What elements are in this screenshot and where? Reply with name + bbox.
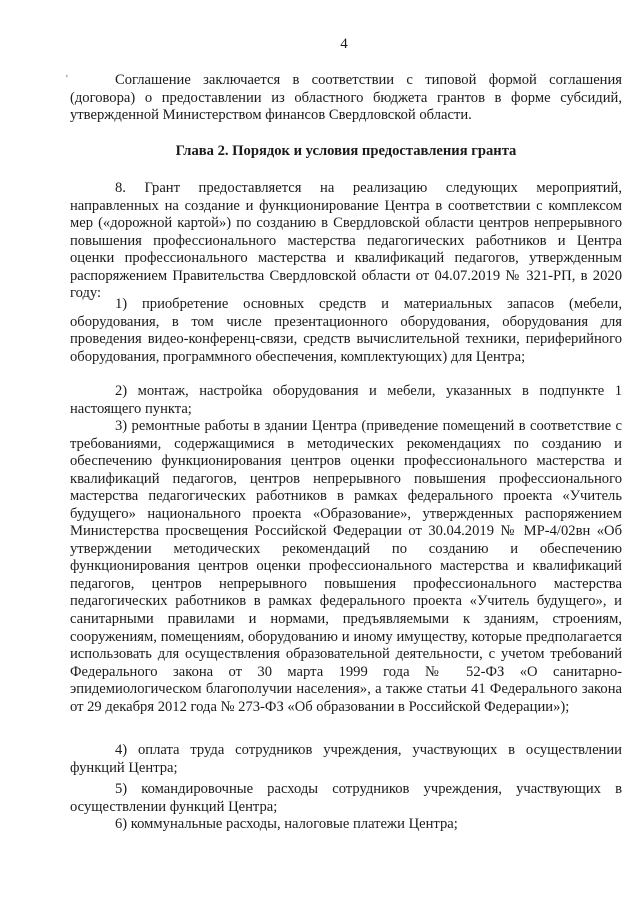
subitem-6: 6) коммунальные расходы, налоговые платежи Центра; [115, 816, 458, 832]
subitem-5: 5) командировочные расходы сотрудников учреждения, участвующих в осуществлении функций Центра; [70, 781, 622, 815]
subitem-4: 4) оплата труда сотрудников учреждения, участвующих в осуществлении функций Центра; [70, 742, 622, 776]
subitem-2: 2) монтаж, настройка оборудования и мебели, указанных в подпункте 1 настоящего пункта; [70, 383, 622, 417]
paragraph-8: 8. Грант предоставляется на реализацию следующих мероприятий, направленных на создание и функционирование Центра в соответствии с комплексом мер («дорожной картой») по созданию в Свердловской области центров непрерывного повышения профессионального мастерства педагогических работников и Центра оценки профессионального мастерства и квалификаций педагогов, утвержденным распоряжением Правительства Свердловской области от 04.07.2019 № 321-РП, в 2020 году: [70, 180, 622, 302]
subitem-3: 3) ремонтные работы в здании Центра (приведение помещений в соответствие с требованиями, содержащимися в методических рекомендациях по созданию и обеспечению функционирования центров оценки профессионального мастерства и квалификаций педагогов, центров непрерывного повышения профессионального мастерства педагогических работников в рамках федерального проекта «Учитель будущего» национального проекта «Образование», утвержденных распоряжением Министерства просвещения Российской Федерации от 30.04.2019 № МР-4/02вн «Об утверждении методических рекомендаций по созданию и обеспечению функционирования центров оценки профессионального мастерства и квалификаций педагогов, центров непрерывного повышения профессионального мастерства педагогических работников в рамках федерального проекта «Учитель будущего», и санитарными правилами и нормами, предъявляемыми к зданиям, строениям, сооружениям, помещениям, оборудованию и иному имуществу, которые предполагается использовать для осуществления образовательной деятельности, с учетом требований Федерального закона от 30 марта 1999 года № 52-ФЗ «О санитарно-эпидемиологическом благополучии населения», а также статьи 41 Федерального закона от 29 декабря 2012 года № 273-ФЗ «Об образовании в Российской Федерации»); [70, 418, 622, 715]
chapter-heading: Глава 2. Порядок и условия предоставления гранта [175, 143, 517, 159]
intro-paragraph: Соглашение заключается в соответствии с типовой формой соглашения (договора) о предоставлении из областного бюджета грантов в форме субсидий, утвержденной Министерством финансов Свердловской области. [70, 72, 622, 124]
page-number: 4 [340, 36, 348, 52]
subitem-1: 1) приобретение основных средств и материальных запасов (мебели, оборудования, в том числе презентационного оборудования, оборудования для проведения видео-конференц-связи, средств вычислительной техники, периферийного оборудования, программного обеспечения, комплектующих) для Центра; [70, 296, 622, 365]
scan-artifact-mark: ' [66, 74, 68, 85]
